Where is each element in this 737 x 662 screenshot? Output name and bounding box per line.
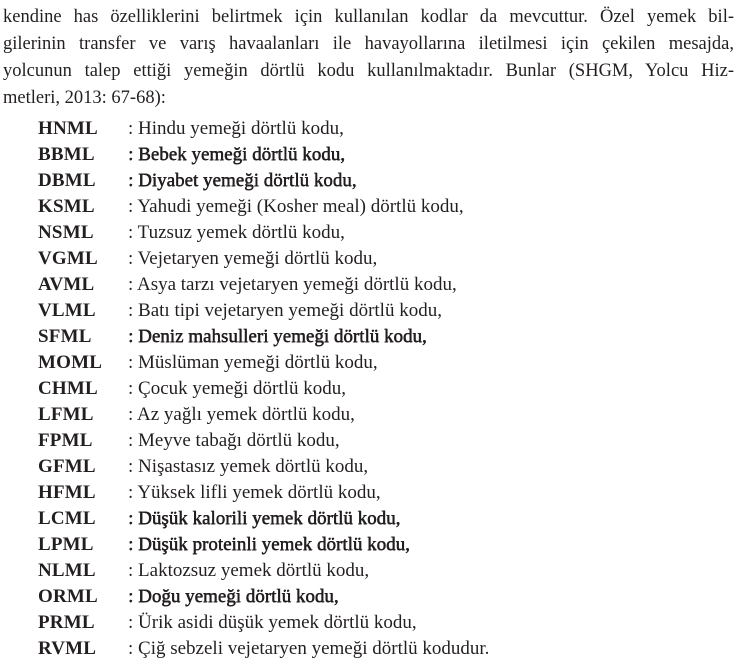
meal-code-description: : Hindu yemeği dörtlü kodu, xyxy=(128,118,344,139)
paragraph-line: gilerinin transfer ve varış havaalanları ile havayollarına iletilmesi için çekilen mesajda, xyxy=(3,34,734,54)
meal-code: CHML xyxy=(38,378,98,399)
meal-code-row xyxy=(38,116,734,142)
meal-code-row xyxy=(38,558,734,584)
meal-code: VGML xyxy=(38,248,98,269)
meal-code-row xyxy=(38,376,734,402)
meal-code: MOML xyxy=(38,352,103,373)
meal-code: DBML xyxy=(38,170,96,191)
meal-code-description: : Batı tipi vejetaryen yemeği dörtlü kodu, xyxy=(128,300,442,321)
meal-code-description: : Bebek yemeği dörtlü kodu, xyxy=(128,144,345,165)
meal-code-description: : Ürik asidi düşük yemek dörtlü kodu, xyxy=(128,612,417,633)
meal-code-row xyxy=(38,272,734,298)
meal-code: NLML xyxy=(38,560,96,581)
meal-code-description: : Meyve tabağı dörtlü kodu, xyxy=(128,430,340,451)
meal-code: BBML xyxy=(38,144,95,165)
meal-code-description: : Müslüman yemeği dörtlü kodu, xyxy=(128,352,378,373)
meal-code-description: : Yüksek lifli yemek dörtlü kodu, xyxy=(128,482,381,503)
meal-code: LFML xyxy=(38,404,94,425)
meal-code-row xyxy=(38,532,734,558)
meal-code-row xyxy=(38,480,734,506)
paragraph-line: kendine has özelliklerini belirtmek için kullanılan kodlar da mevcuttur. Özel yemek bil- xyxy=(3,7,734,27)
meal-code-row xyxy=(38,142,734,168)
meal-code-row xyxy=(38,194,734,220)
meal-code: NSML xyxy=(38,222,94,243)
meal-code: PRML xyxy=(38,612,95,633)
meal-code: AVML xyxy=(38,274,95,295)
meal-code: VLML xyxy=(38,300,96,321)
meal-code: RVML xyxy=(38,638,97,659)
meal-code-description: : Laktozsuz yemek dörtlü kodu, xyxy=(128,560,370,581)
meal-code-description: : Asya tarzı vejetaryen yemeği dörtlü kodu, xyxy=(128,274,457,295)
meal-code: SFML xyxy=(38,326,92,347)
meal-code-row xyxy=(38,428,734,454)
meal-code-list xyxy=(3,116,734,662)
meal-code-description: : Nişastasız yemek dörtlü kodu, xyxy=(128,456,369,477)
meal-code-row xyxy=(38,298,734,324)
meal-code: KSML xyxy=(38,196,95,217)
paragraph-line: yolcunun talep ettiği yemeğin dörtlü kodu kullanılmaktadır. Bunlar (SHGM, Yolcu Hiz- xyxy=(3,61,734,81)
meal-code-row xyxy=(38,324,734,350)
meal-code: FPML xyxy=(38,430,93,451)
meal-code: GFML xyxy=(38,456,96,477)
meal-code-row xyxy=(38,220,734,246)
meal-code-row xyxy=(38,402,734,428)
meal-code-description: : Diyabet yemeği dörtlü kodu, xyxy=(128,170,357,191)
meal-code-description: : Tuzsuz yemek dörtlü kodu, xyxy=(128,222,345,243)
meal-code-row xyxy=(38,350,734,376)
meal-code-row xyxy=(38,636,734,662)
meal-code-description: : Düşük kalorili yemek dörtlü kodu, xyxy=(128,508,401,529)
meal-code-description: : Doğu yemeği dörtlü kodu, xyxy=(128,586,339,607)
meal-code: LCML xyxy=(38,508,96,529)
meal-code-row xyxy=(38,246,734,272)
meal-code-description: : Deniz mahsulleri yemeği dörtlü kodu, xyxy=(128,326,427,347)
meal-code-row xyxy=(38,584,734,610)
meal-code-description: : Çiğ sebzeli vejetaryen yemeği dörtlü kodudur. xyxy=(128,638,490,659)
meal-code-row xyxy=(38,168,734,194)
meal-code-description: : Çocuk yemeği dörtlü kodu, xyxy=(128,378,346,399)
meal-code-description: : Az yağlı yemek dörtlü kodu, xyxy=(128,404,355,425)
meal-code: LPML xyxy=(38,534,94,555)
meal-code-row xyxy=(38,506,734,532)
meal-code: ORML xyxy=(38,586,98,607)
meal-code-description: : Vejetaryen yemeği dörtlü kodu, xyxy=(128,248,378,269)
meal-code: HFML xyxy=(38,482,96,503)
meal-code: HNML xyxy=(38,118,98,139)
intro-paragraph xyxy=(3,4,734,112)
meal-code-description: : Yahudi yemeği (Kosher meal) dörtlü kodu, xyxy=(128,196,464,217)
meal-code-row xyxy=(38,610,734,636)
meal-code-description: : Düşük proteinli yemek dörtlü kodu, xyxy=(128,534,410,555)
paragraph-line: metleri, 2013: 67-68): xyxy=(3,88,166,108)
meal-code-row xyxy=(38,454,734,480)
